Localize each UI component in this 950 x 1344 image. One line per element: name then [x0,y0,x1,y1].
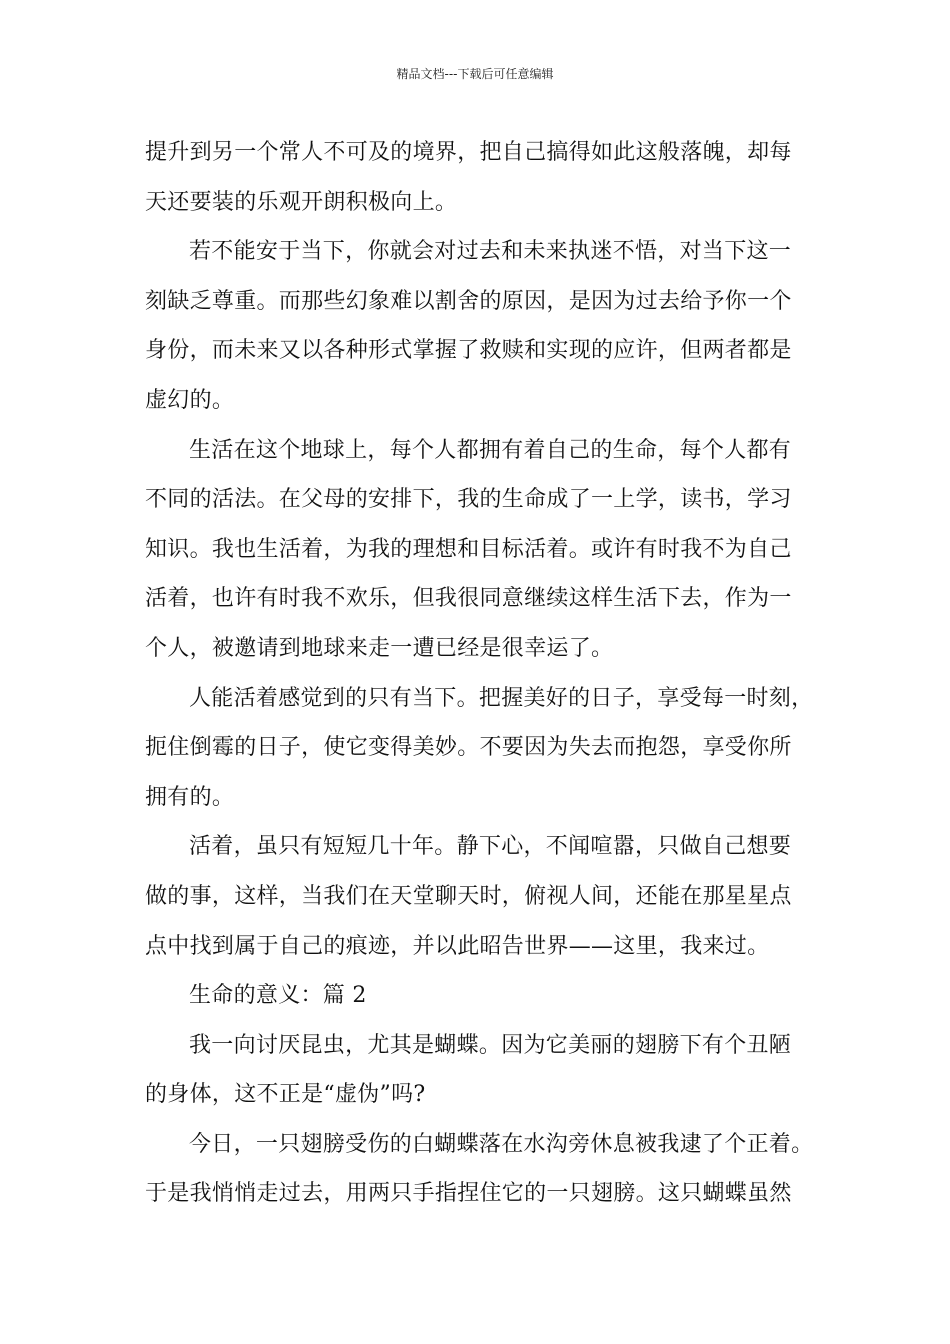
text-line: 天还要装的乐观开朗积极向上。 [145,189,458,215]
text-line: 身份，而未来又以各种形式掌握了救赎和实现的应许，但两者都是 [145,338,792,364]
text-line: 知识。我也生活着，为我的理想和目标活着。或许有时我不为自己 [145,536,792,562]
text-line: 人能活着感觉到的只有当下。把握美好的日子，享受每一时刻， [189,685,814,711]
text-line: 活着，虽只有短短几十年。静下心，不闻喧嚣，只做自己想要 [189,834,792,860]
text-line: 的身体，这不正是“虚伪”吗? [145,1082,426,1108]
paragraph [145,227,830,425]
paragraph [145,128,830,227]
paragraph [145,822,830,971]
text-line: 生活在这个地球上，每个人都拥有着自己的生命，每个人都有 [189,437,792,463]
text-line: 拥有的。 [145,784,235,810]
text-line: 刻缺乏尊重。而那些幻象难以割舍的原因，是因为过去给予你一个 [145,288,792,314]
text-line: 生命的意义：篇 2 [189,983,367,1009]
text-line: 做的事，这样，当我们在天堂聊天时，俯视人间，还能在那星星点 [145,883,792,909]
section-heading [145,971,830,1021]
text-line: 虚幻的。 [145,387,235,413]
paragraph [145,1120,830,1219]
page-header: 精品文档---下载后可任意编辑 [396,67,554,81]
text-line: 点中找到属于自己的痕迹，并以此昭告世界——这里，我来过。 [145,933,770,959]
text-line: 提升到另一个常人不可及的境界，把自己搞得如此这般落魄，却每 [145,140,792,165]
text-line: 若不能安于当下，你就会对过去和未来执迷不悟，对当下这一 [189,239,792,265]
paragraph [145,426,830,674]
text-line: 扼住倒霉的日子，使它变得美妙。不要因为失去而抱怨，享受你所 [145,735,792,761]
paragraph [145,1021,830,1120]
text-line: 今日，一只翅膀受伤的白蝴蝶落在水沟旁休息被我逮了个正着。 [189,1131,814,1157]
text-line: 我一向讨厌昆虫，尤其是蝴蝶。因为它美丽的翅膀下有个丑陋 [189,1032,792,1058]
text-line: 不同的活法。在父母的安排下，我的生命成了一上学，读书，学习 [145,487,792,513]
text-line: 个人，被邀请到地球来走一遭已经是很幸运了。 [145,635,614,661]
text-line: 活着，也许有时我不欢乐，但我很同意继续这样生活下去，作为一 [145,586,792,612]
document-body [145,128,830,1219]
text-line: 于是我悄悄走过去，用两只手指捏住它的一只翅膀。这只蝴蝶虽然 [145,1181,792,1207]
paragraph [145,674,830,823]
